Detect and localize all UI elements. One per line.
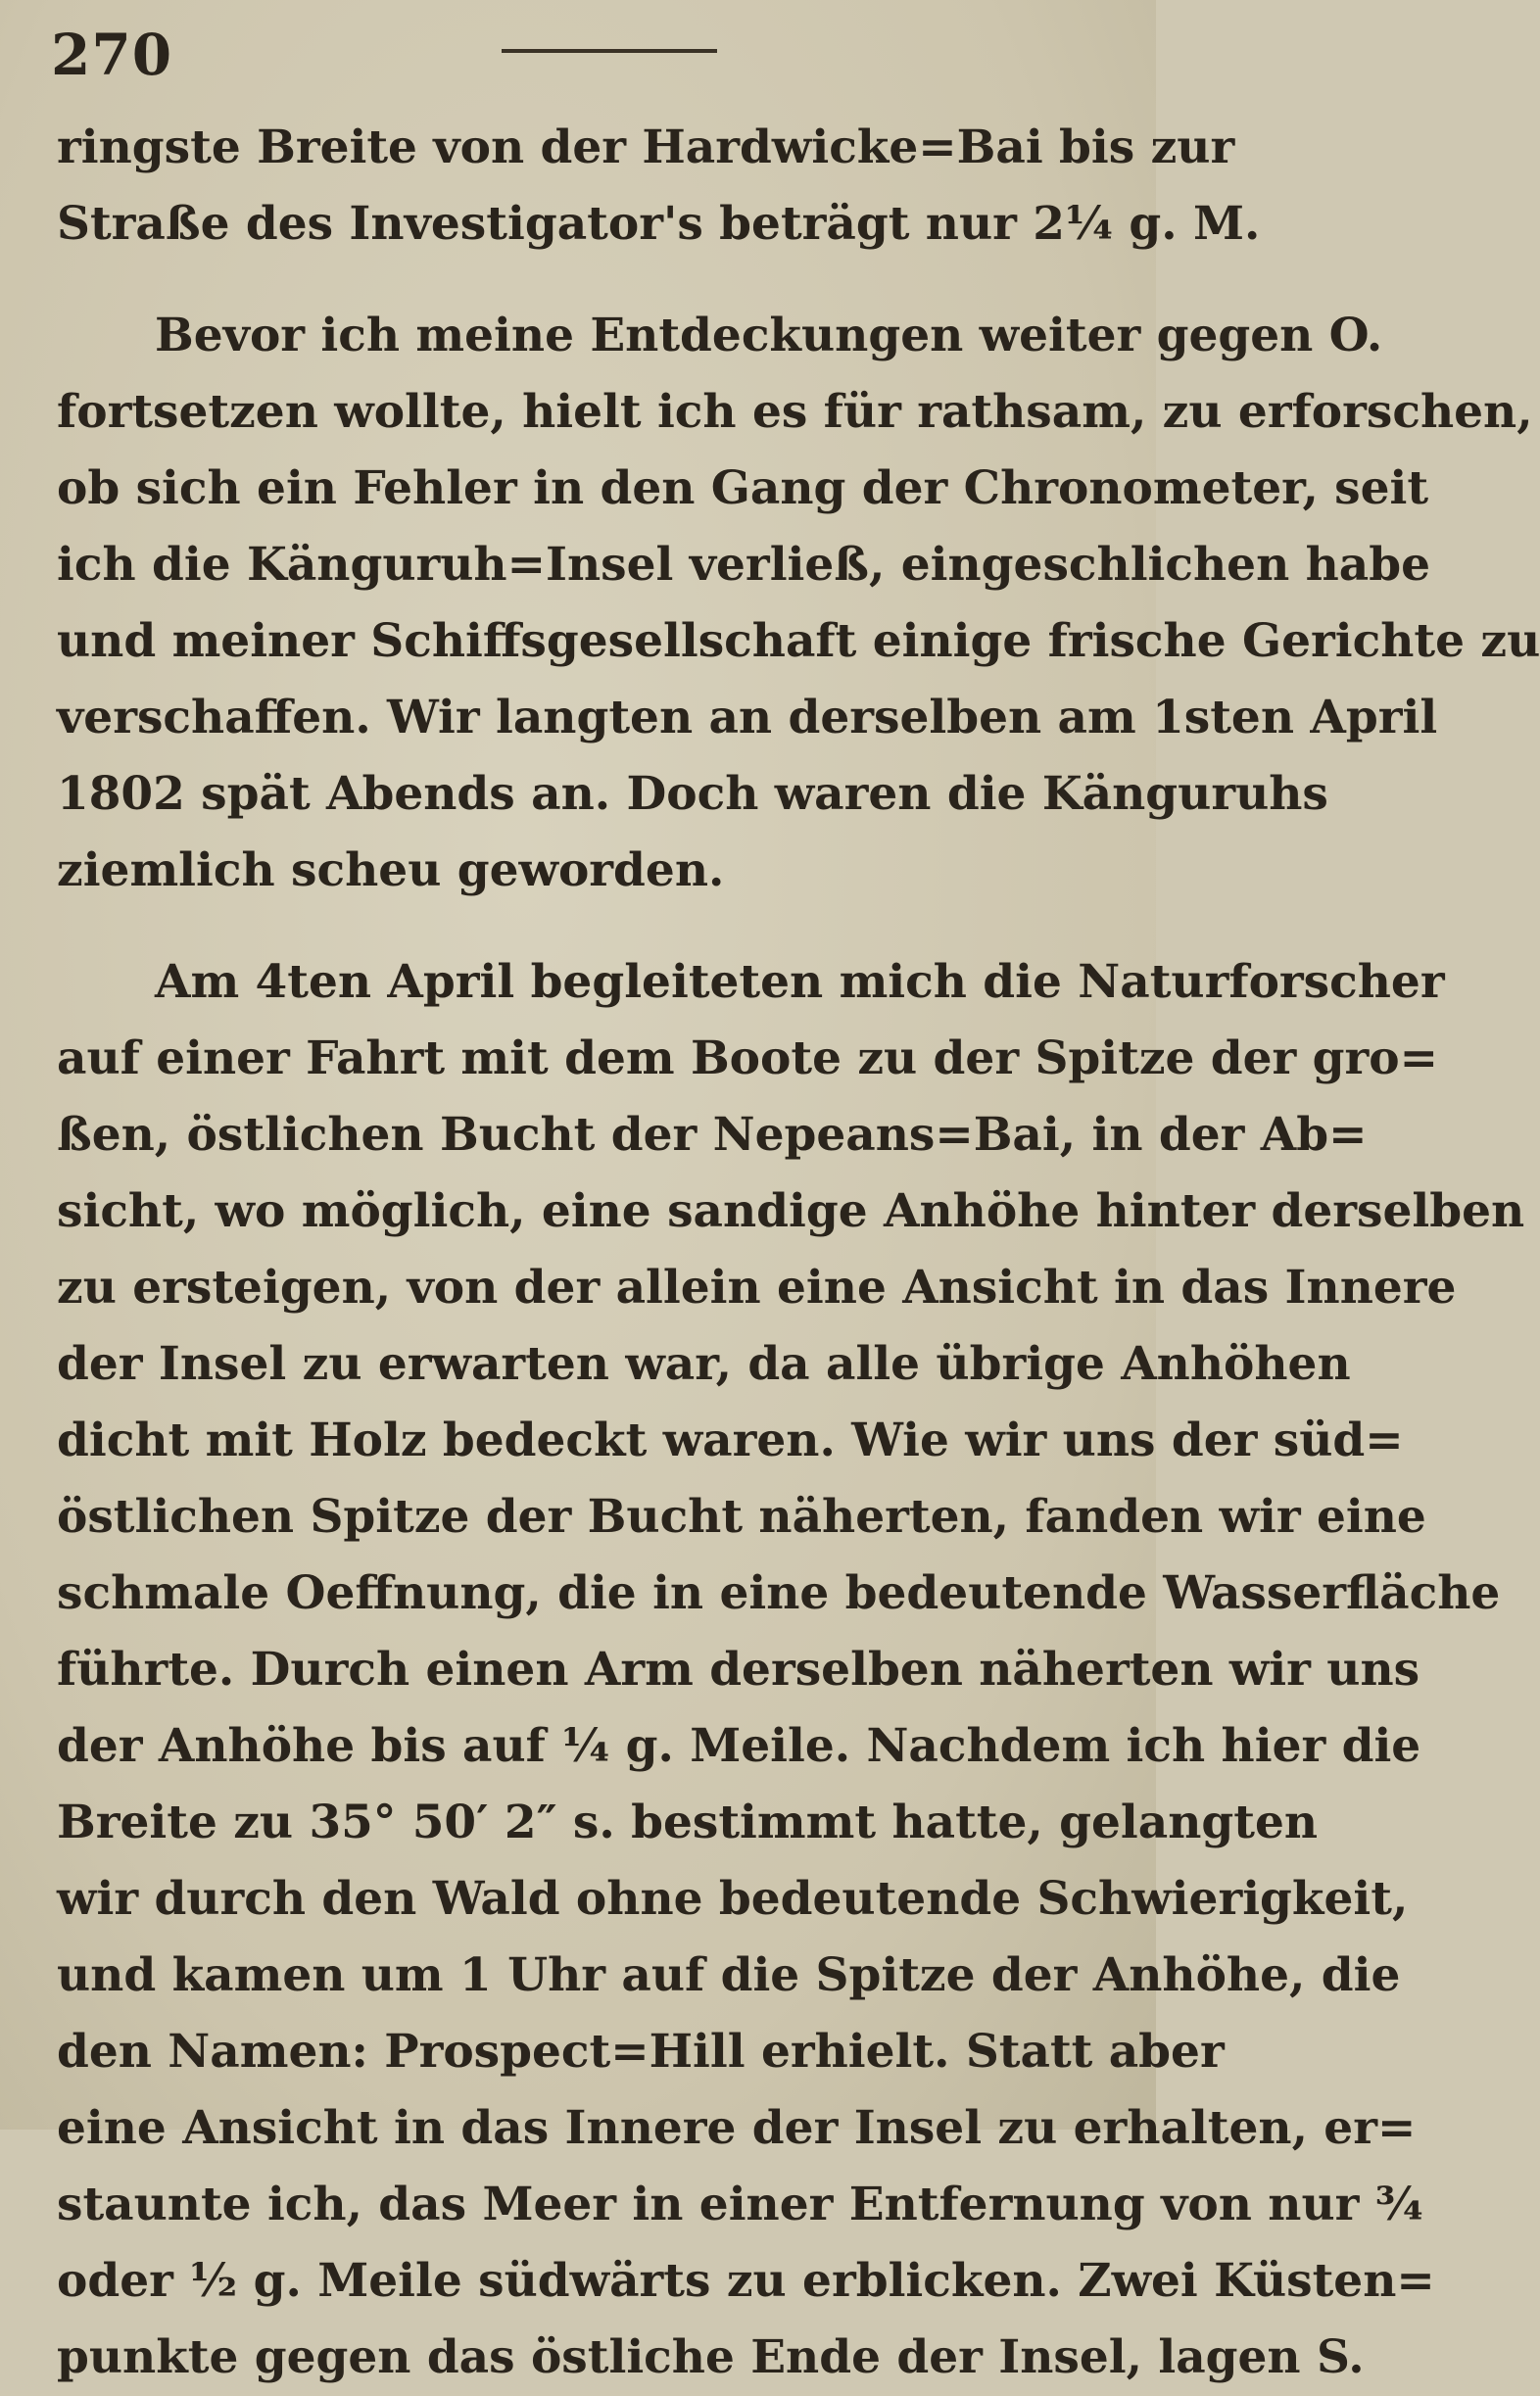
- text-line: Breite zu 35° 50′ 2″ s. bestimmt hatte, gelangten: [57, 1796, 1319, 1849]
- text-line: Bevor ich meine Entdeckungen weiter gegen O.: [155, 309, 1383, 362]
- text-line: Straße des Investigator's beträgt nur 2¼ g. M.: [57, 197, 1261, 251]
- paragraph-3: [57, 944, 1525, 2396]
- text-line: ziemlich scheu geworden.: [57, 843, 725, 897]
- text-line: der Anhöhe bis auf ¼ g. Meile. Nachdem ich hier die: [57, 1719, 1421, 1773]
- text-line: verschaffen. Wir langten an derselben am 1sten April: [57, 691, 1438, 744]
- text-line: zu ersteigen, von der allein eine Ansicht in das Innere: [57, 1261, 1457, 1315]
- text-line: und kamen um 1 Uhr auf die Spitze der Anhöhe, die: [57, 1948, 1401, 2002]
- text-line: und meiner Schiffsgesellschaft einige frische Gerichte zu: [57, 614, 1540, 668]
- text-line: ringste Breite von der Hardwicke=Bai bis zur: [57, 120, 1235, 174]
- paragraph-gap: [57, 263, 1134, 298]
- text-line: punkte gegen das östliche Ende der Insel, lagen S.: [57, 2330, 1365, 2384]
- text-line: ich die Känguruh=Insel verließ, eingeschlichen habe: [57, 538, 1431, 592]
- text-line: 1802 spät Abends an. Doch waren die Känguruhs: [57, 767, 1328, 821]
- text-line: Am 4ten April begleiteten mich die Naturforscher: [155, 955, 1445, 1009]
- paragraph-1: [57, 110, 1261, 263]
- text-line: den Namen: Prospect=Hill erhielt. Statt aber: [57, 2025, 1225, 2079]
- text-line: ob sich ein Fehler in den Gang der Chronometer, seit: [57, 461, 1429, 515]
- text-line: führte. Durch einen Arm derselben näherten wir uns: [57, 1643, 1420, 1697]
- paragraph-2: [57, 298, 1540, 909]
- text-line: schmale Oeffnung, die in eine bedeutende Wasserfläche: [57, 1566, 1501, 1620]
- text-line: eine Ansicht in das Innere der Insel zu erhalten, er=: [57, 2101, 1417, 2155]
- text-line: auf einer Fahrt mit dem Boote zu der Spitze der gro=: [57, 1031, 1439, 1085]
- text-line: der Insel zu erwarten war, da alle übrige Anhöhen: [57, 1337, 1351, 1391]
- text-line: dicht mit Holz bedeckt waren. Wie wir uns der süd=: [57, 1414, 1404, 1467]
- body-text: [57, 110, 1540, 2396]
- text-line: wir durch den Wald ohne bedeutende Schwierigkeit,: [57, 1872, 1409, 1926]
- text-line: staunte ich, das Meer in einer Entfernung von nur ¾: [57, 2178, 1423, 2231]
- paragraph-gap: [57, 909, 1134, 944]
- text-line: oder ½ g. Meile südwärts zu erblicken. Zwei Küsten=: [57, 2254, 1435, 2308]
- text-line: fortsetzen wollte, hielt ich es für rathsam, zu erforschen,: [57, 385, 1533, 439]
- text-line: östlichen Spitze der Bucht näherten, fanden wir eine: [57, 1490, 1426, 1544]
- header-rule: [502, 49, 717, 53]
- page-number: 270: [51, 22, 173, 88]
- text-line: sicht, wo möglich, eine sandige Anhöhe hinter derselben: [57, 1184, 1525, 1238]
- text-line: ßen, östlichen Bucht der Nepeans=Bai, in der Ab=: [57, 1108, 1368, 1162]
